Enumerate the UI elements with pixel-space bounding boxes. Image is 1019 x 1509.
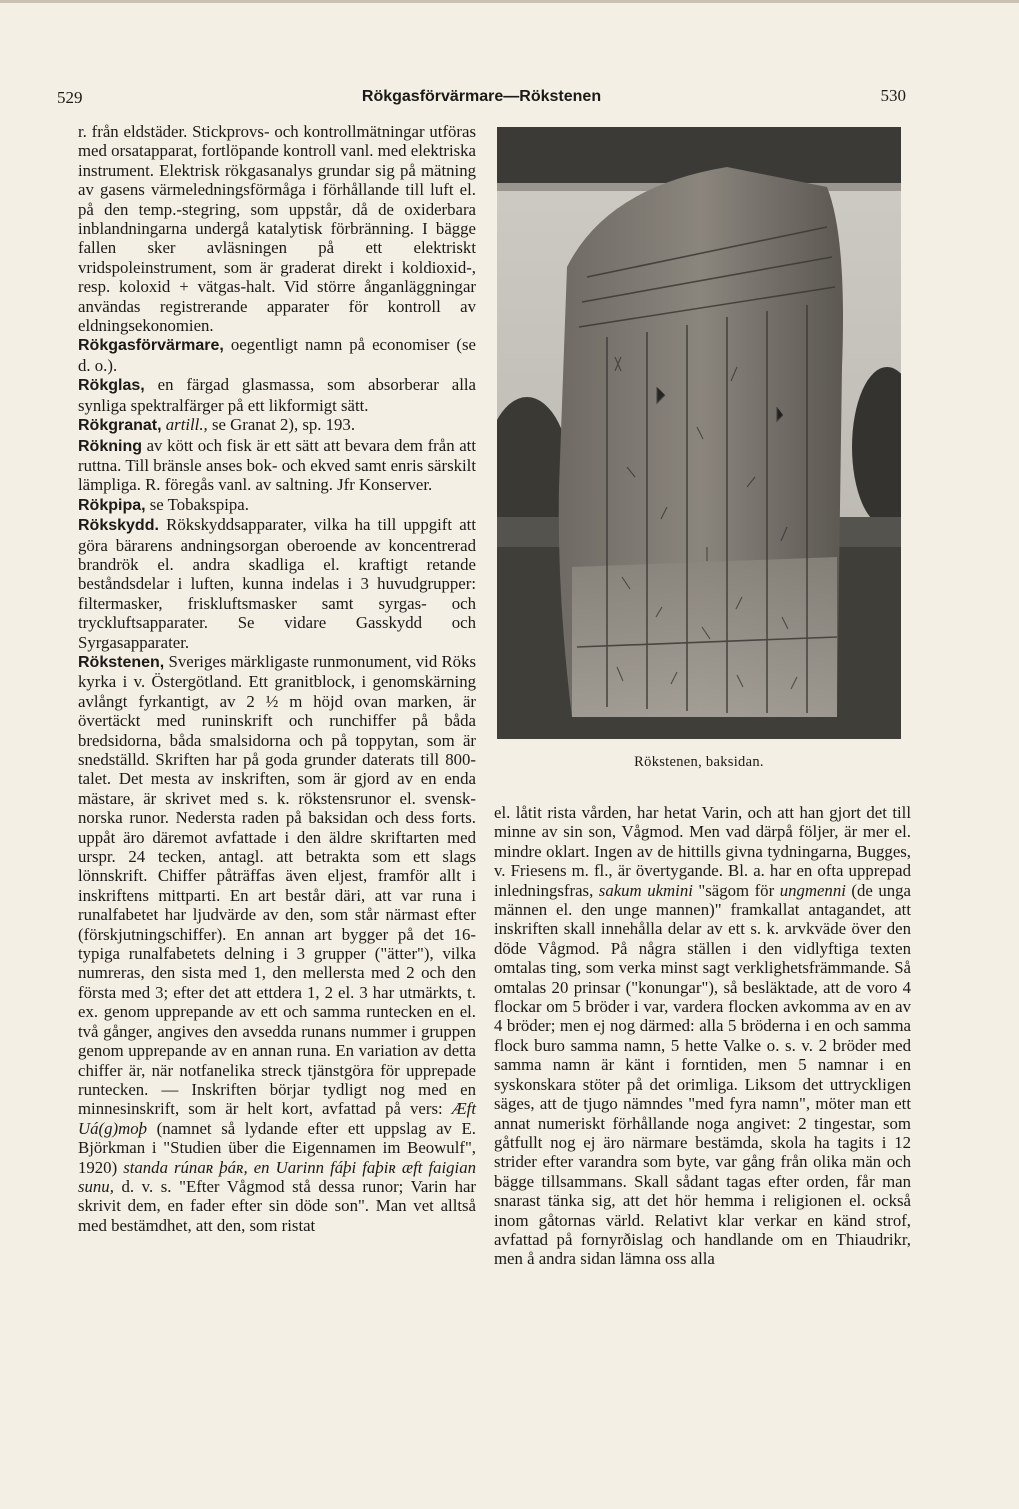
running-title: Rökgasförvärmare—Rökstenen [361, 88, 602, 105]
paragraph-rokstenen-continued: el. låtit rista vården, har hetat Varin, och att han gjort det till minne av sin son, Vågmod. Men vad därpå följer, är mer el. mindre oklart. Ingen av de hittills givna tydningarna, Bugges, v. Friesens m. fl., är övertygande. Bl. a. har en ofta upprepad inledningsfras, sakum ukmini "sägom för ungmenni (de unga männen el. den unge mannen)" framkallat antagandet, att inskriften skall innehålla delar av ett s. k. arvkväde över den döde Vågmod. På några ställen i den vidlyftiga texten omtalas ting, som verka minst sagt verklighetsfrämmande. Så omtalas 20 prinsar ("konungar"), så besläktade, att de voro 4 flockar om 5 bröder i var, vardera flocken avkomma av en av 4 bröder; men ej nog därmed: alla 5 bröderna i en och samma flock buro samma namn, 5 hette Valke o. s. v. 2 bröder med samma namn är känt i forntiden, men 5 namnar i en syskonskara stöter på det orimliga. Liksom det uttryckligen säges, att de tjugo nämndes "med fyra namn", möter man ett annat numeriskt förhållande noga angivet: 2 tingestar, som gåtfullt nog ej äro närmare bestämda, skola ha tagits i 12 strider efter varandra som byte, var gång från olika män och bägge tillsammans. Skall sådant tagas efter orden, får man snarast tänka sig, att det hör hemma i religionen el. också inom gåtornas värld. Relativt klar verkar en känd strof, avfattad på fornyrðislag och handlande om en Thiaudrikr, men å andra sidan lämna oss alla [494, 803, 911, 1269]
entry-rokskydd: Rökskydd. Rökskyddsapparater, vilka ha till uppgift att göra bärarens andningsorgan oberoende av koncentrerad brandrök el. andra skadliga el. kraftigt retande beståndsdelar i luften, kunna indelas i 3 huvudgrupper: filtermasker, friskluftsmasker samt syrgas- och tryckluftsapparater. Se vidare Gasskydd och Syrgasapparater. [78, 515, 476, 652]
figure-caption: Rökstenen, baksidan. [634, 754, 764, 770]
runestone-photo-icon [497, 127, 901, 739]
right-column [494, 803, 911, 1269]
entry-headword: Rökning [78, 437, 142, 455]
running-header [57, 86, 906, 112]
entry-headword: Rökstenen, [78, 653, 165, 671]
entry-rokstenen: Rökstenen, Sveriges märkligaste runmonument, vid Röks kyrka i v. Östergötland. Ett granitblock, i genomskärning avlångt fyrkantigt, av 2 ½ m höjd ovan marken, är övertäckt med runinskrift och runchiffer på båda bredsidorna, båda smalsidorna och på toppytan, som är snedställd. Skriften har på goda grunder daterats till 800-talet. Det mesta av inskriften, som är gjord av en enda mästare, är skrivet med s. k. rökstensrunor el. svensk-norska runor. Nedersta raden på baksidan och dess forts. uppåt äro däremot avfattade i den äldre skriftarten med urspr. 24 tecken, antagl. att betrakta som ett slags lönnskrift. Chiffer påträffas även eljest, framför allt i inskriftens mittparti. En art består däri, att var runa i runalfabetet har ljudvärde av den, som står närmast efter (förskjutningschiffer). En annan art bygger på det 16-typiga runalfabetets delning i 3 grupper ("ätter"), vilka numreras, den sista med 1, den mellersta med 2 och den första med 3; efter det att ettdera 1, 2 el. 3 har utmärkts, t. ex. genom upprepande av ett och samma runtecken en el. två gånger, angives den avsedda runans nummer i gruppen genom upprepande av en annan runa. En variation av detta chiffer är, när notfanelika streck tjänstgöra för upprepade runtecken. — Inskriften börjar tydligt nog med en minnesinskrift, som är helt kort, avfattad på vers: Æft Uá(g)moþ (namnet så lydande efter ett uppslag av E. Björkman i "Studien über die Eigennamen im Beowulf", 1920) standa rúnaʀ þáʀ, en Uarinn fáþi faþiʀ æft faigian sunu, d. v. s. "Efter Vågmod stå dessa runor; Varin har skrivit dem, en fader efter sin döde son". Man vet alltså med bestämdhet, att den, som ristat [78, 651, 476, 1235]
top-edge-rule [0, 0, 1019, 3]
entry-rokgranat: Rökgranat, artill., se Granat 2), sp. 193. [78, 415, 356, 435]
entry-rokning: Rökning av kött och fisk är ett sätt att bevara dem från att ruttna. Till bränsle anses bok- och ekved samt enris särskilt lämpliga. R. föregås vanl. av saltning. Jfr Konserver. [78, 435, 476, 495]
left-column [78, 122, 476, 1235]
entry-headword: Rökskydd. [78, 517, 159, 535]
paragraph-rokgasanalys: r. från eldstäder. Stickprovs- och kontrollmätningar utföras med orsatapparat, fortlöpande kontroll vanl. med elektriska instrument. Elektrisk rökgasanalys grundar sig på mätning av gasens värmeledningsförmåga i förhållande till luft el. på den temp.-stegring, som uppstår, då de oxiderbara inblandningarna undergå katalytisk förbränning. I bägge fallen sker avläsningen på ett elektriskt vridspoleinstrument, som är graderat direkt i koldioxid-, resp. koloxid + vätgas-halt. Vid större ånganläggningar användas registrerande apparater för kontroll av eldningsekonomien. [78, 122, 476, 336]
entry-headword: Rökglas, [78, 377, 145, 395]
entry-headword: Rökgranat, [78, 417, 162, 435]
entry-headword: Rökpipa, [78, 496, 146, 514]
page-number-left: 529 [57, 88, 83, 107]
entry-rokgasforvarmare: Rökgasförvärmare, oegentligt namn på economiser (se d. o.). [78, 335, 476, 375]
runestone-photo [497, 127, 901, 739]
entry-headword: Rökgasförvärmare, [78, 337, 224, 355]
entry-rokpipa: Rökpipa, se Tobakspipa. [78, 494, 249, 514]
entry-rokglas: Rökglas, en färgad glasmassa, som absorberar alla synliga spektralfärger på ett likformigt sätt. [78, 375, 476, 415]
page-number-right: 530 [880, 86, 906, 105]
